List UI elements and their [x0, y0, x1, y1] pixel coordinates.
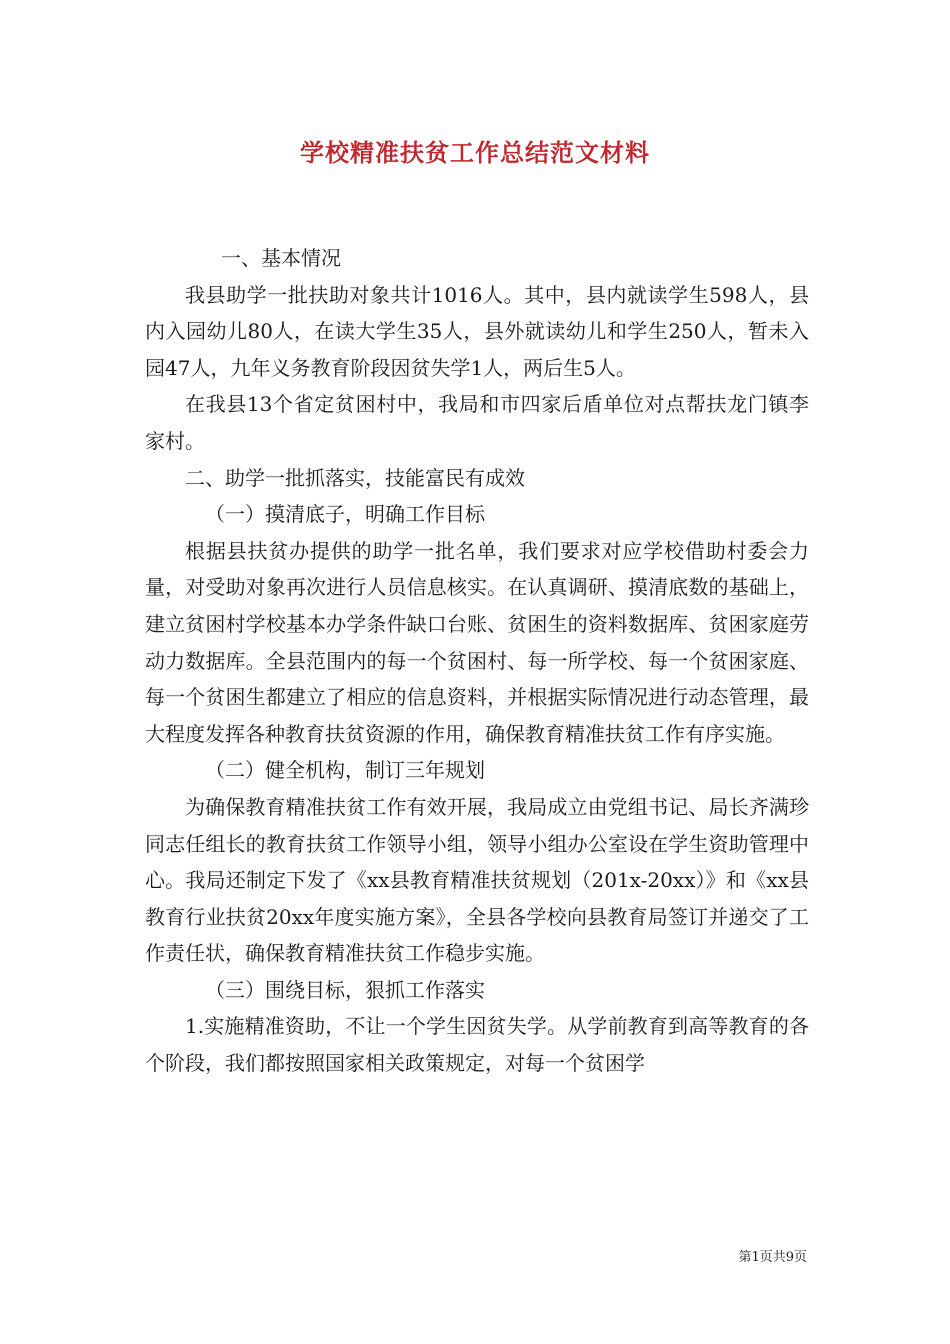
paragraph: 1.实施精准资助，不让一个学生因贫失学。从学前教育到高等教育的各个阶段，我们都按照国家相关政策规定，对每一个贫困学 [145, 1014, 809, 1076]
subsection-heading-2: （二）健全机构，制订三年规划 [205, 758, 485, 783]
paragraph: 为确保教育精准扶贫工作有效开展，我局成立由党组书记、局长齐满珍同志任组长的教育扶贫工作领导小组，领导小组办公室设在学生资助管理中心。我局还制定下发了《xx县教育精准扶贫规划（201x-20xx）》和《xx县教育行业扶贫20xx年度实施方案》，全县各学校向县教育局签订并递交了工作责任状，确保教育精准扶贫工作稳步实施。 [145, 794, 809, 966]
subsection-heading-1: （一）摸清底子，明确工作目标 [205, 502, 485, 527]
page-number: 第1页共9页 [738, 1250, 807, 1265]
section-heading-aid: 二、助学一批抓落实，技能富民有成效 [185, 465, 525, 490]
paragraph: 在我县13个省定贫困村中，我局和市四家后盾单位对点帮扶龙门镇李家村。 [145, 392, 809, 453]
document-body [145, 240, 809, 1082]
section-heading-basic: 一、基本情况 [221, 246, 341, 270]
subsection-heading-3: （三）围绕目标，狠抓工作落实 [205, 977, 485, 1002]
paragraph: 我县助学一批扶助对象共计1016人。其中，县内就读学生598人，县内入园幼儿80人，在读大学生35人，县外就读幼儿和学生250人，暂未入园47人，九年义务教育阶段因贫失学1人，两后生5人。 [145, 282, 809, 380]
document-title: 学校精准扶贫工作总结范文材料 [300, 138, 650, 167]
paragraph: 根据县扶贫办提供的助学一批名单，我们要求对应学校借助村委会力量，对受助对象再次进行人员信息核实。在认真调研、摸清底数的基础上，建立贫困村学校基本办学条件缺口台账、贫困生的资料数据库、贫困家庭劳动力数据库。全县范围内的每一个贫困村、每一所学校、每一个贫困家庭、每一个贫困生都建立了相应的信息资料，并根据实际情况进行动态管理，最大程度发挥各种教育扶贫资源的作用，确保教育精准扶贫工作有序实施。 [145, 538, 809, 746]
